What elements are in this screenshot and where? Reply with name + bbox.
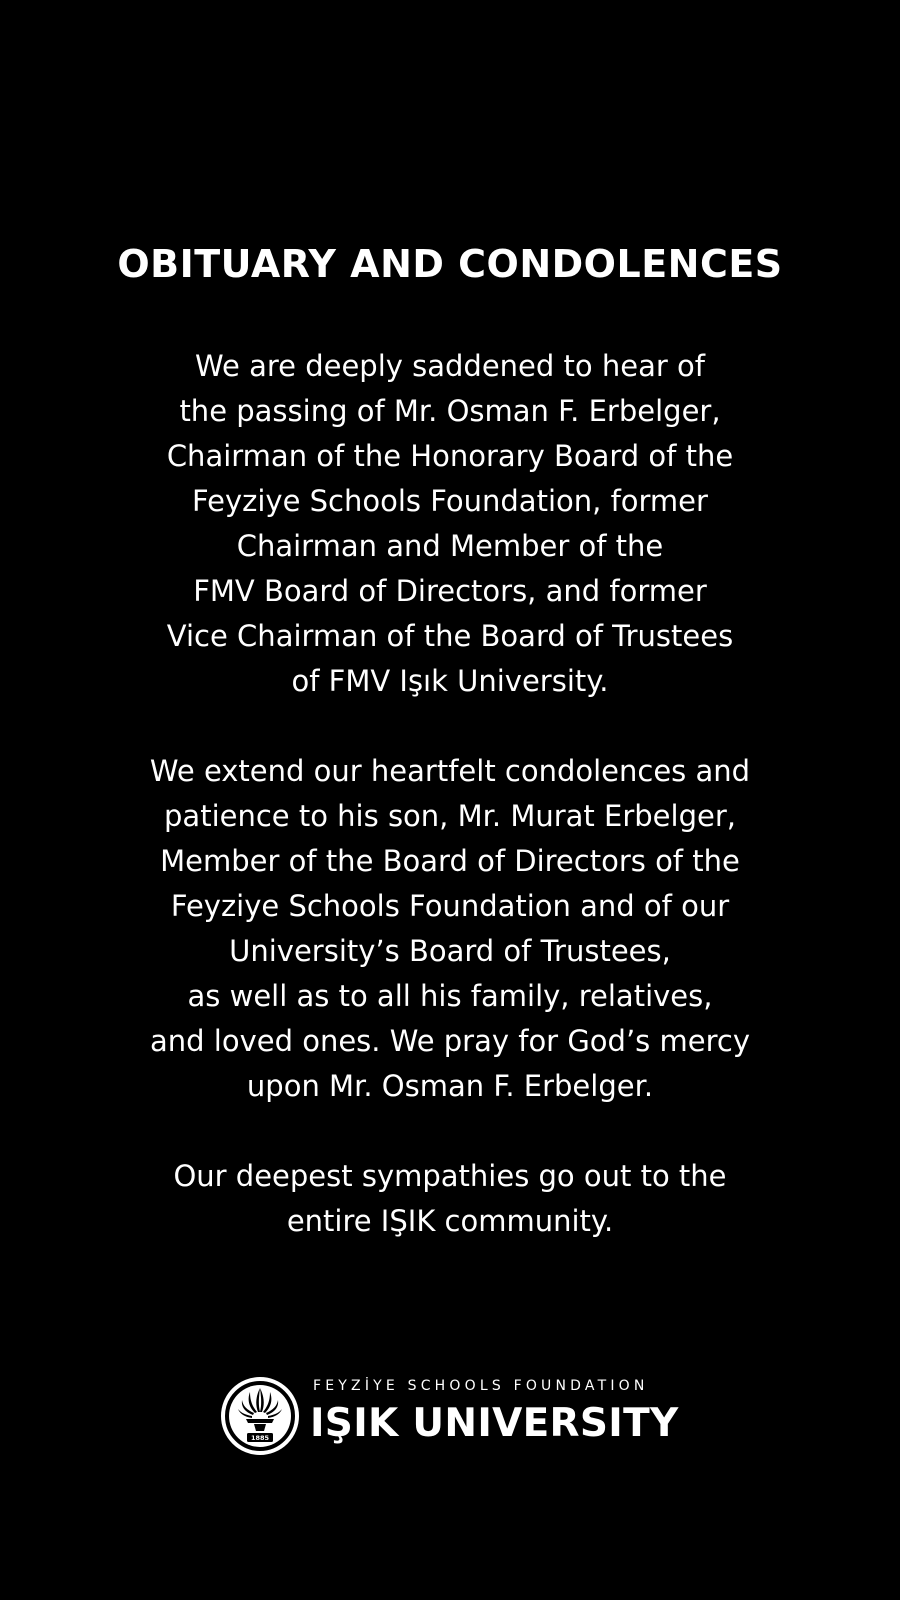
- paragraph-line: the passing of Mr. Osman F. Erbelger,: [179, 394, 721, 428]
- paragraph-line: Chairman of the Honorary Board of the: [166, 439, 734, 473]
- paragraph-line: Chairman and Member of the: [236, 529, 664, 563]
- university-name: IŞIK UNIVERSITY: [310, 1401, 679, 1446]
- paragraph-line: upon Mr. Osman F. Erbelger.: [246, 1069, 654, 1103]
- emblem-year: 1885: [250, 1434, 270, 1442]
- paragraph-line: patience to his son, Mr. Murat Erbelger,: [164, 799, 736, 833]
- sympathies-paragraph: [40, 1154, 860, 1244]
- paragraph-line: University’s Board of Trustees,: [229, 934, 671, 968]
- paragraph-line: Vice Chairman of the Board of Trustees: [166, 619, 734, 653]
- page-title: OBITUARY AND CONDOLENCES: [117, 242, 783, 286]
- obituary-paragraph: [40, 344, 860, 704]
- paragraph-line: of FMV Işık University.: [291, 664, 609, 698]
- paragraph-line: Member of the Board of Directors of the: [160, 844, 740, 878]
- paragraph-line: We are deeply saddened to hear of: [195, 349, 705, 383]
- paragraph-line: We extend our heartfelt condolences and: [149, 754, 751, 788]
- paragraph-line: Feyziye Schools Foundation and of our: [170, 889, 730, 923]
- foundation-name: FEYZİYE SCHOOLS FOUNDATION: [313, 1378, 649, 1394]
- paragraph-line: as well as to all his family, relatives,: [187, 979, 713, 1013]
- paragraph-line: entire IŞIK community.: [286, 1204, 614, 1238]
- isik-university-logo: [220, 1373, 690, 1457]
- torch-flame-emblem-icon: [220, 1376, 300, 1456]
- paragraph-line: FMV Board of Directors, and former: [193, 574, 707, 608]
- paragraph-line: and loved ones. We pray for God’s mercy: [150, 1024, 750, 1058]
- paragraph-line: Our deepest sympathies go out to the: [173, 1159, 727, 1193]
- paragraph-line: Feyziye Schools Foundation, former: [192, 484, 708, 518]
- condolences-paragraph: [40, 749, 860, 1109]
